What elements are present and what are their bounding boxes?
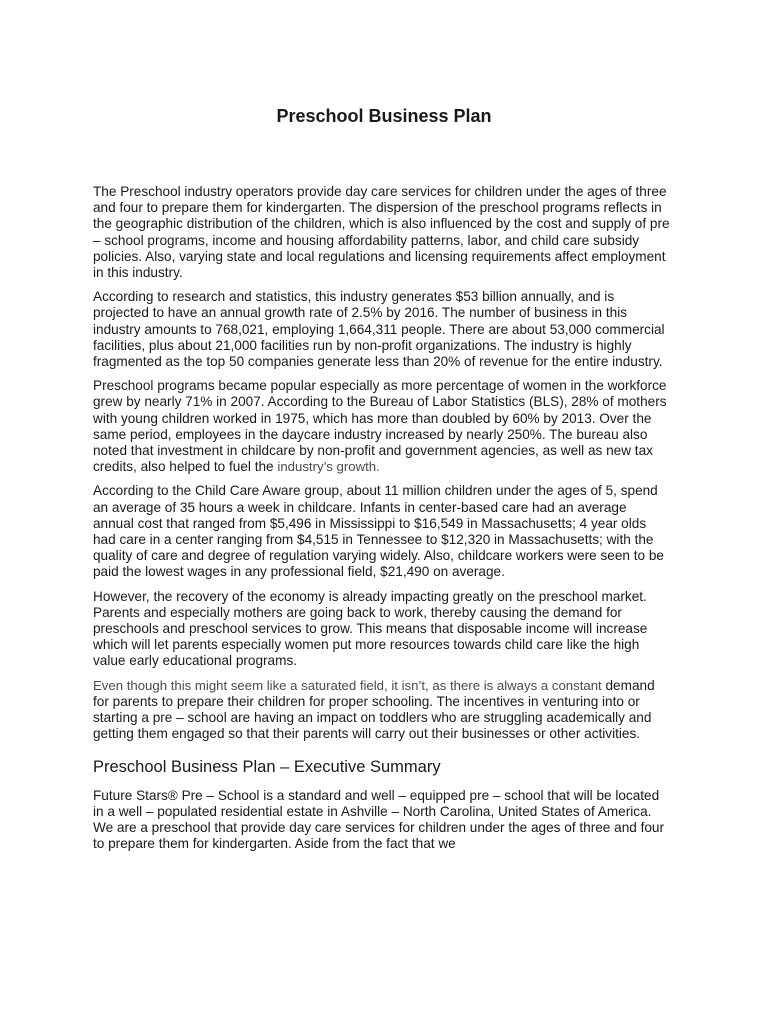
paragraph-workforce-growth-text: Preschool programs became popular especially as more percentage of women in the workforce grew by nearly 71% in 2007. According to the Bureau of Labor Statistics (BLS), 28% of mothers with young children worked in 1975, which has more than doubled by 60% by 2013. Over the same period, employees in the daycare industry increased by nearly 250%. The bureau also noted that investment in childcare by non-profit and government agencies, as well as new tax credits, also helped to fuel the — [93, 378, 667, 475]
paragraph-saturated-field-lead: Even though this might seem like a saturated field, it isn’t, as there is always a constant — [93, 677, 602, 693]
document-body — [93, 184, 671, 860]
section-heading-executive-summary: Preschool Business Plan – Executive Summary — [93, 757, 441, 776]
paragraph-workforce-growth — [93, 378, 671, 475]
paragraph-saturated-field-text: demand for parents to prepare their children for proper schooling. The incentives in venturing into or starting a pre – school are having an impact on toddlers who are struggling academically and getting them engaged so that their parents will carry out their businesses or other activities. — [93, 677, 655, 742]
paragraph-child-care-aware: According to the Child Care Aware group, about 11 million children under the ages of 5, spend an average of 35 hours a week in childcare. Infants in center-based care had an average annual cost that ranged from $5,496 in Mississippi to $16,549 in Massachusetts; 4 year olds had care in a center ranging from $4,515 in Tennessee to $12,320 in Massachusetts; with the quality of care and degree of regulation varying widely. Also, childcare workers were seen to be paid the lowest wages in any professional field, $21,490 on average. — [93, 483, 664, 580]
paragraph-economy-recovery: However, the recovery of the economy is already impacting greatly on the preschool market. Parents and especially mothers are going back to work, thereby causing the demand for preschools and preschool services to grow. This means that disposable income will increase which will let parents especially women put more resources towards child care like the high value early educational programs. — [93, 588, 648, 669]
paragraph-workforce-growth-tail: industry’s growth. — [277, 459, 380, 475]
paragraph-executive-summary: Future Stars® Pre – School is a standard and well – equipped pre – school that will be located in a well – populated residential estate in Ashville – North Carolina, United States of America. We are a preschool that provide day care services for children under the ages of three and four to prepare them for kindergarten. Aside from the fact that we — [93, 787, 665, 852]
paragraph-research-statistics: According to research and statistics, this industry generates $53 billion annually, and is projected to have an annual growth rate of 2.5% by 2016. The number of business in this industry amounts to 768,021, employing 1,664,311 people. There are about 53,000 commercial facilities, plus about 21,000 facilities run by non-profit organizations. The industry is highly fragmented as the top 50 companies generate less than 20% of revenue for the entire industry. — [93, 289, 665, 370]
document-title: Preschool Business Plan — [276, 106, 492, 126]
paragraph-industry-overview: The Preschool industry operators provide day care services for children under the ages of three and four to prepare them for kindergarten. The dispersion of the preschool programs reflects in the geographic distribution of the children, which is also influenced by the cost and supply of pre – school programs, income and housing affordability patterns, labor, and child care subsidy policies. Also, varying state and local regulations and licensing requirements affect employment in this industry. — [93, 184, 670, 281]
paragraph-saturated-field — [93, 678, 671, 743]
